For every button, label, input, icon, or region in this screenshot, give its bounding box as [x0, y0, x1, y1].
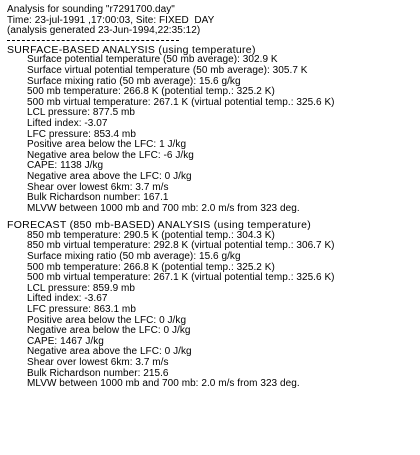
header-time-site: Time: 23-jul-1991 ,17:00:03, Site: FIXED DAY: [7, 14, 215, 26]
surface-line: Shear over lowest 6km: 3.7 m/s: [27, 181, 169, 193]
surface-line: Bulk Richardson number: 167.1: [27, 192, 169, 204]
surface-line: Surface potential temperature (50 mb average): 302.9 K: [27, 54, 278, 66]
forecast-line: Bulk Richardson number: 215.6: [27, 367, 169, 379]
forecast-section-list: [7, 231, 420, 390]
forecast-line: Surface mixing ratio (50 mb average): 15.6 g/kg: [27, 251, 241, 263]
forecast-section-title: FORECAST (850 mb-BASED) ANALYSIS (using temperature): [7, 219, 312, 232]
forecast-line: MLVW between 1000 mb and 700 mb: 2.0 m/s from 323 deg.: [27, 378, 300, 390]
surface-line: Surface mixing ratio (50 mb average): 15.6 g/kg: [27, 75, 241, 87]
surface-line: Negative area below the LFC: -6 J/kg: [27, 149, 194, 161]
surface-line: CAPE: 1138 J/kg: [27, 160, 104, 172]
forecast-line: LFC pressure: 863.1 mb: [27, 304, 136, 316]
surface-line: 500 mb temperature: 266.8 K (potential temp.: 325.2 K): [27, 86, 275, 98]
surface-line: LFC pressure: 853.4 mb: [27, 128, 136, 140]
forecast-line: Lifted index: -3.67: [27, 293, 108, 305]
forecast-line: 850 mb virtual temperature: 292.8 K (virtual potential temp.: 306.7 K): [27, 240, 335, 252]
surface-line: Surface virtual potential temperature (50 mb average): 305.7 K: [27, 64, 308, 76]
surface-section-title: SURFACE-BASED ANALYSIS (using temperature): [7, 43, 256, 56]
header-divider: [7, 40, 179, 42]
surface-line: MLVW between 1000 mb and 700 mb: 2.0 m/s from 323 deg.: [27, 202, 300, 214]
forecast-line: 500 mb temperature: 266.8 K (potential temp.: 325.2 K): [27, 261, 275, 273]
surface-line: Positive area below the LFC: 1 J/kg: [27, 139, 187, 151]
surface-line: 500 mb virtual temperature: 267.1 K (virtual potential temp.: 325.6 K): [27, 96, 335, 108]
surface-section-list: [7, 55, 420, 214]
header-title: Analysis for sounding "r7291700.day": [7, 4, 175, 15]
surface-line: Lifted index: -3.07: [27, 117, 108, 129]
surface-line: Negative area above the LFC: 0 J/kg: [27, 170, 192, 182]
header-generated: (analysis generated 23-Jun-1994,22:35:12): [7, 25, 201, 37]
forecast-line: Shear over lowest 6km: 3.7 m/s: [27, 357, 169, 368]
forecast-line: 500 mb virtual temperature: 267.1 K (virtual potential temp.: 325.6 K): [27, 272, 335, 284]
forecast-line: CAPE: 1467 J/kg: [27, 335, 104, 347]
forecast-line: Negative area above the LFC: 0 J/kg: [27, 346, 192, 358]
surface-line: LCL pressure: 877.5 mb: [27, 107, 136, 119]
forecast-line: 850 mb temperature: 290.5 K (potential temp.: 304.3 K): [27, 229, 275, 241]
forecast-line: Positive area below the LFC: 0 J/kg: [27, 314, 187, 326]
forecast-line: LCL pressure: 859.9 mb: [27, 282, 136, 294]
forecast-line: Negative area below the LFC: 0 J/kg: [27, 325, 191, 337]
